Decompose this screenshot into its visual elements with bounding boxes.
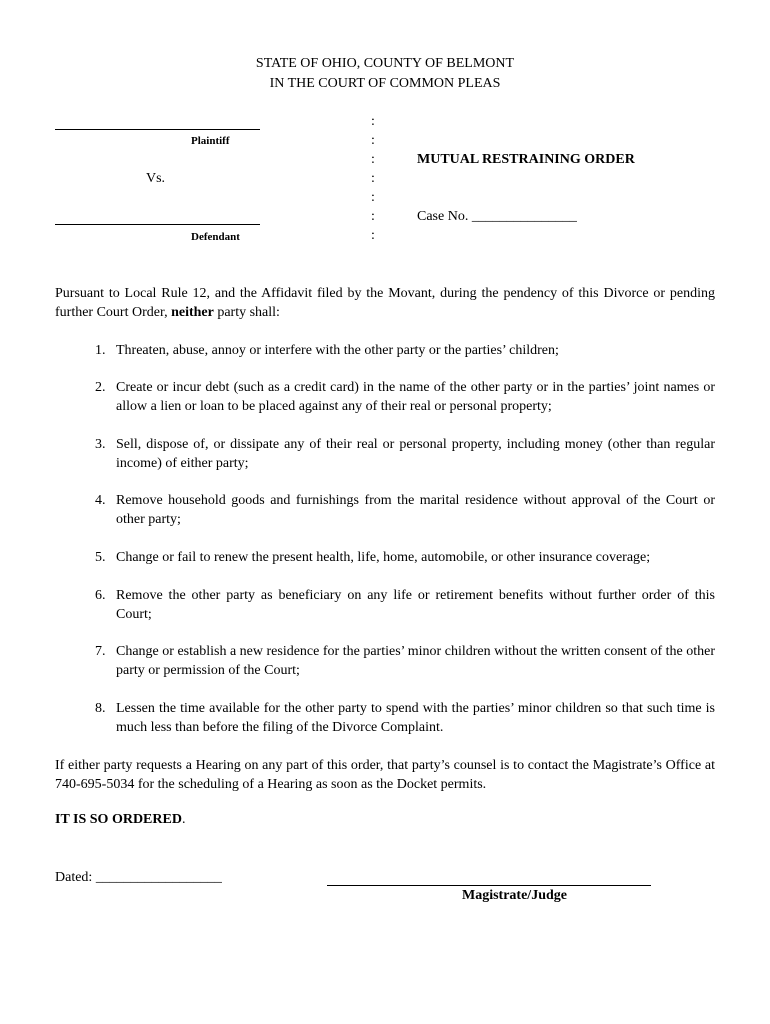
- item-number: 3.: [95, 437, 106, 452]
- order-title: MUTUAL RESTRAINING ORDER: [417, 152, 635, 167]
- item-number: 7.: [95, 644, 106, 659]
- judge-signature-line[interactable]: [327, 885, 651, 886]
- vs-label: Vs.: [146, 171, 166, 186]
- item-text: Change or establish a new residence for the parties’ minor children without the written consent of the other party or permission of the Court;: [116, 644, 715, 678]
- caption-colon: :: [371, 171, 375, 186]
- caption-colon: :: [371, 114, 375, 129]
- item-number: 4.: [95, 493, 106, 508]
- item-text: Sell, dispose of, or dissipate any of their real or personal property, including money (other than regular income) of either party;: [116, 437, 715, 471]
- item-number: 5.: [95, 550, 106, 565]
- court-name-heading: IN THE COURT OF COMMON PLEAS: [269, 76, 501, 91]
- case-number-label: Case No.: [417, 209, 469, 224]
- dated-label: Dated:: [55, 870, 93, 885]
- caption-colon: :: [371, 152, 375, 167]
- case-number-field[interactable]: [417, 209, 577, 225]
- ordered-bold: IT IS SO ORDERED: [55, 812, 182, 827]
- defendant-name-line[interactable]: [55, 224, 260, 225]
- list-item: [95, 548, 715, 567]
- case-number-blank[interactable]: _______________: [471, 209, 577, 224]
- item-number: 2.: [95, 380, 106, 395]
- item-text: Threaten, abuse, annoy or interfere with the other party or the parties’ children;: [116, 343, 559, 358]
- list-item: [95, 435, 715, 473]
- list-item: [95, 586, 715, 624]
- item-number: 8.: [95, 701, 106, 716]
- caption-colon: :: [371, 209, 375, 224]
- judge-label: Magistrate/Judge: [462, 888, 567, 903]
- item-text: Remove household goods and furnishings from the marital residence without approval of the Court or other party;: [116, 493, 715, 527]
- ordered-period: .: [181, 812, 186, 827]
- caption-colon: :: [371, 133, 375, 148]
- plaintiff-name-line[interactable]: [55, 129, 260, 130]
- item-number: 6.: [95, 588, 106, 603]
- list-item: [95, 491, 715, 529]
- court-state-heading: STATE OF OHIO, COUNTY OF BELMONT: [255, 56, 515, 71]
- ordered-statement: [55, 812, 185, 828]
- defendant-label: Defendant: [191, 231, 240, 243]
- list-item: [95, 378, 715, 416]
- item-text: Remove the other party as beneficiary on any life or retirement benefits without further order of this Court;: [116, 588, 715, 622]
- intro-text-before: Pursuant to Local Rule 12, and the Affidavit filed by the Movant, during the pendency of this Divorce or pending further Court Order,: [55, 286, 715, 320]
- list-item: [95, 699, 715, 737]
- intro-text-after: party shall:: [213, 305, 280, 320]
- caption-colon: :: [371, 190, 375, 205]
- hearing-paragraph: If either party requests a Hearing on any part of this order, that party’s counsel is to contact the Magistrate’s Office at 740-695-5034 for the scheduling of a Hearing as soon as the Docket permits.: [55, 758, 715, 792]
- plaintiff-label: Plaintiff: [191, 135, 230, 147]
- dated-blank[interactable]: __________________: [95, 870, 222, 885]
- list-item: [95, 642, 715, 680]
- item-text: Create or incur debt (such as a credit card) in the name of the other party or in the parties’ joint names or allow a lien or loan to be placed against any of their real or personal property;: [116, 380, 715, 414]
- intro-paragraph: [55, 284, 715, 322]
- item-text: Lessen the time available for the other party to spend with the parties’ minor children so that such time is much less than before the filing of the Divorce Complaint.: [116, 701, 715, 735]
- item-text: Change or fail to renew the present health, life, home, automobile, or other insurance coverage;: [116, 550, 651, 565]
- caption-colon: :: [371, 228, 375, 243]
- dated-field[interactable]: [55, 870, 222, 886]
- intro-bold-word: neither: [171, 305, 214, 320]
- item-number: 1.: [95, 343, 106, 358]
- list-item: [95, 341, 715, 360]
